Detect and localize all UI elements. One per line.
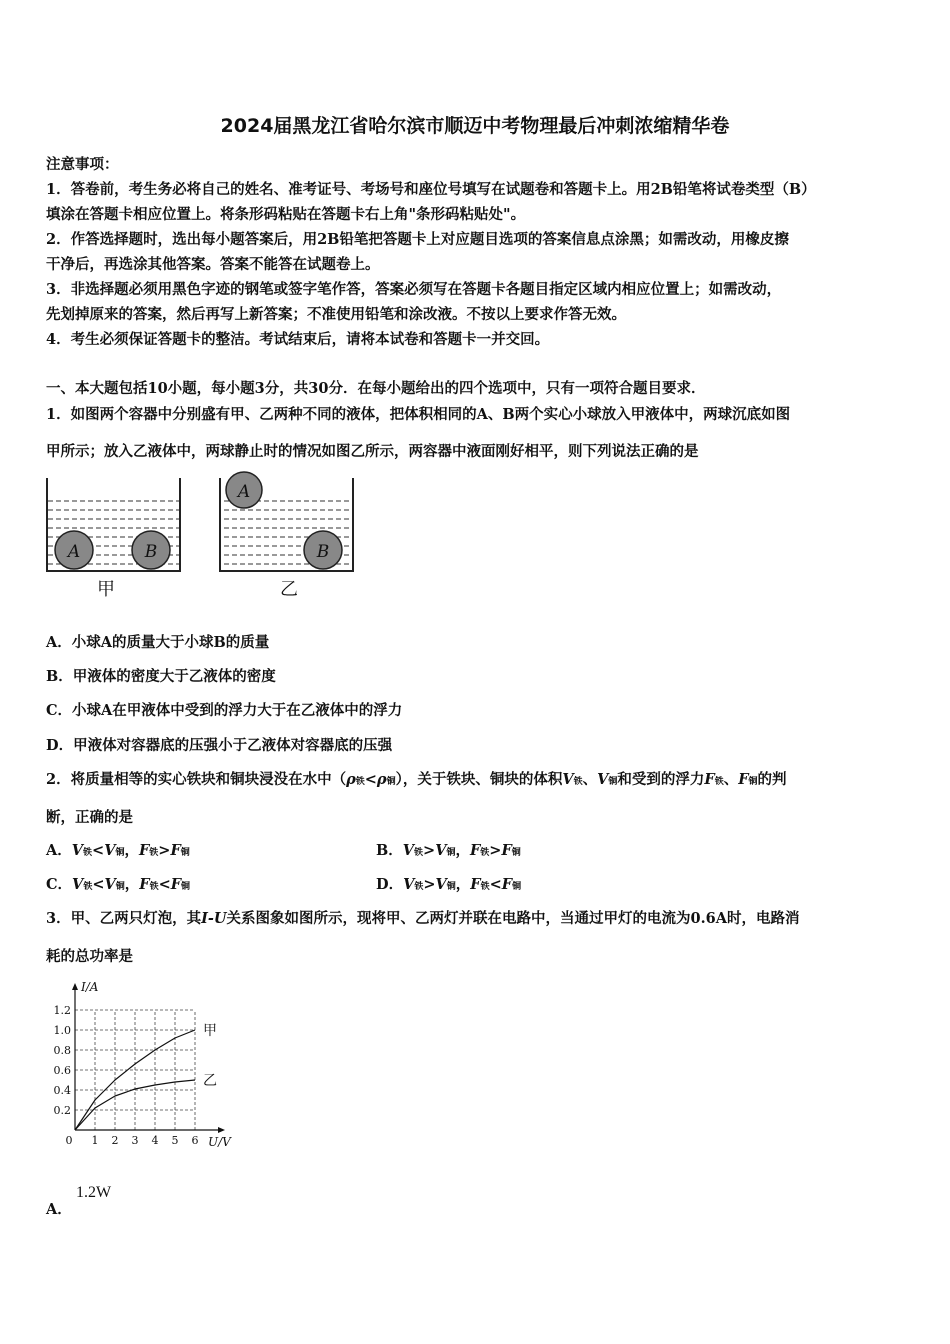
section-heading: 一、本大题包括10小题，每小题3分，共30分．在每小题给出的四个选项中，只有一项符合题目要求．	[46, 380, 706, 397]
q1-option-d: D．甲液体对容器底的压强小于乙液体对容器底的压强	[46, 737, 393, 754]
q2-option-d: D．V铁>V铜，F铁<F铜	[376, 876, 522, 893]
q3-line-2: 耗的总功率是	[46, 948, 133, 965]
notice-line-5: 3．非选择题必须用黑色字迹的钢笔或签字笔作答，答案必须写在答题卡各题目指定区域内相应位置上；如需改动，	[46, 281, 782, 298]
q1-option-a: A．小球A的质量大于小球B的质量	[46, 634, 270, 651]
y-tick-label-0.8: 0.8	[53, 1044, 71, 1057]
q3-line-1: 3．甲、乙两只灯泡，其I-U关系图象如图所示，现将甲、乙两灯并联在电路中，当通过甲灯的电流为0.6A时，电路消	[46, 910, 800, 927]
q3-option-a-value: 1.2W	[76, 1184, 112, 1201]
x-tick-label-4: 4	[151, 1134, 159, 1147]
y-tick-label-1.0: 1.0	[53, 1024, 71, 1037]
y-axis-arrow	[72, 983, 78, 990]
y-tick-label-0.6: 0.6	[53, 1064, 71, 1077]
x-tick-label-3: 3	[131, 1134, 139, 1147]
notice-line-6: 先划掉原来的答案，然后再写上新答案；不准使用铅笔和涂改液。不按以上要求作答无效。	[46, 306, 626, 323]
label-yi: 乙	[280, 579, 298, 600]
container-yi	[220, 472, 353, 600]
q3-option-a-letter: A．	[46, 1201, 72, 1218]
notice-line-1: 1．答卷前，考生务必将自己的姓名、准考证号、考场号和座位号填写在试题卷和答题卡上。用2B铅笔将试卷类型（B）	[46, 181, 816, 198]
notice-line-4: 干净后，再选涂其他答案。答案不能答在试题卷上。	[46, 256, 380, 273]
q1-option-b: B．甲液体的密度大于乙液体的密度	[46, 668, 276, 685]
ball-a-jia-label: A	[67, 542, 81, 562]
x-axis-label: U/V	[208, 1135, 231, 1149]
q1-figure	[40, 470, 370, 605]
notice-line-7: 4．考生必须保证答题卡的整洁。考试结束后，请将本试卷和答题卡一并交回。	[46, 331, 550, 348]
ball-b-yi-label: B	[316, 542, 330, 562]
q2-option-b: B．V铁>V铜，F铁>F铜	[376, 842, 521, 859]
y-axis-label: I/A	[81, 980, 99, 994]
series-label-0: 甲	[203, 1023, 217, 1039]
q2-option-a: A．V铁<V铜，F铁>F铜	[46, 842, 190, 859]
x-tick-label-0: 0	[65, 1134, 73, 1147]
label-jia: 甲	[97, 579, 115, 600]
q1-line-2: 甲所示；放入乙液体中，两球静止时的情况如图乙所示，两容器中液面刚好相平，则下列说法正确的是	[46, 443, 699, 460]
notice-heading: 注意事项：	[46, 156, 119, 173]
ball-a-yi-label: A	[237, 482, 251, 502]
q2-option-c: C．V铁<V铜，F铁<F铜	[46, 876, 191, 893]
x-axis-arrow	[218, 1127, 225, 1133]
q2-line-2: 断，正确的是	[46, 809, 133, 826]
iu-chart	[40, 975, 250, 1155]
notice-line-3: 2．作答选择题时，选出每小题答案后，用2B铅笔把答题卡上对应题目选项的答案信息点涂黑；如需改动，用橡皮擦	[46, 231, 789, 248]
q1-line-1: 1．如图两个容器中分别盛有甲、乙两种不同的液体，把体积相同的A、B两个实心小球放入甲液体中，两球沉底如图	[46, 406, 791, 423]
y-tick-label-1.2: 1.2	[53, 1004, 71, 1017]
container-jia	[47, 478, 180, 600]
y-tick-label-0.4: 0.4	[53, 1084, 71, 1097]
x-tick-label-2: 2	[111, 1134, 119, 1147]
notice-line-2: 填涂在答题卡相应位置上。将条形码粘贴在答题卡右上角"条形码粘贴处"。	[46, 206, 526, 223]
x-tick-label-1: 1	[91, 1134, 99, 1147]
x-tick-label-6: 6	[191, 1134, 199, 1147]
series-label-1: 乙	[203, 1073, 217, 1089]
ball-b-jia-label: B	[144, 542, 158, 562]
page-title: 2024届黑龙江省哈尔滨市顺迈中考物理最后冲刺浓缩精华卷	[220, 115, 730, 137]
q2-line-1: 2．将质量相等的实心铁块和铜块浸没在水中（ρ铁<ρ铜），关于铁块、铜块的体积V铁、V铜和受到的浮力F铁、F铜的判	[46, 771, 787, 788]
q1-option-c: C．小球A在甲液体中受到的浮力大于在乙液体中的浮力	[46, 702, 403, 719]
x-tick-label-5: 5	[171, 1134, 179, 1147]
y-tick-label-0.2: 0.2	[53, 1104, 71, 1117]
